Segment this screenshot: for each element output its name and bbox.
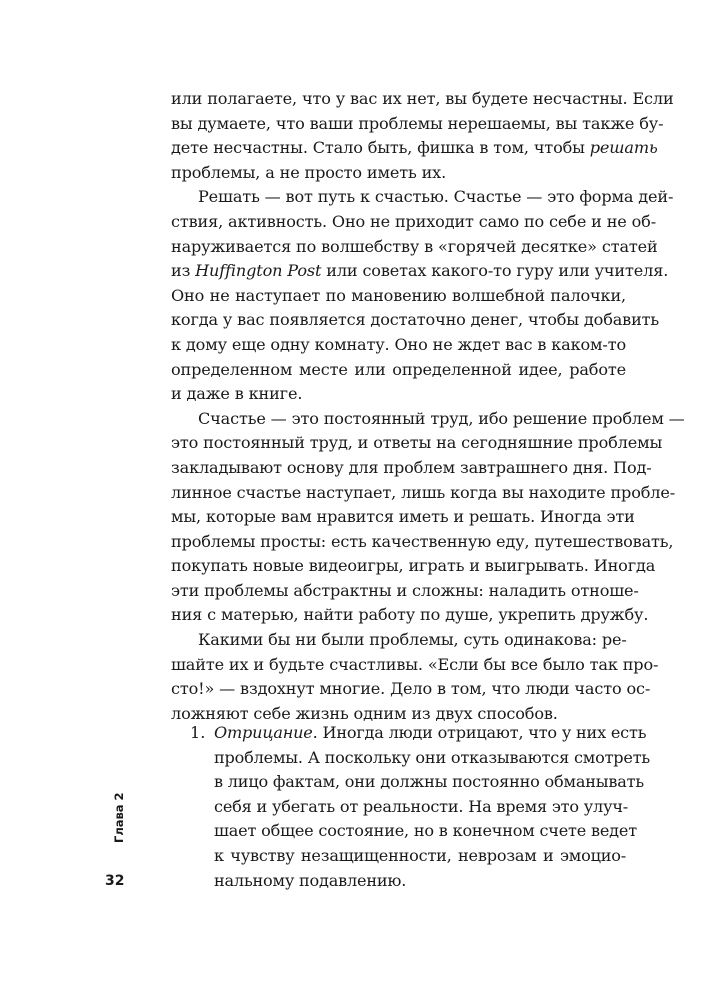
text-line: Оно не наступает по мановению волшебной палочки, (171, 285, 626, 305)
text-line: в лицо фактам, они должны постоянно обманывать (214, 772, 644, 792)
text-line: нальному подавлению. (214, 870, 407, 890)
text-line: мы, которые вам нравится иметь и решать. Иногда эти (171, 507, 635, 527)
text-line: это постоянный труд, и ответы на сегодняшние проблемы (171, 433, 663, 453)
text-line: ствия, активность. Оно не приходит само по себе и не об- (171, 211, 656, 231)
text-line: себя и убегать от реальности. На время это улуч- (214, 796, 629, 816)
text-line: проблемы. А поскольку они отказываются смотреть (214, 747, 650, 767)
text-line: шает общее состояние, но в конечном счете ведет (214, 821, 637, 841)
text-line: вы думаете, что ваши проблемы нерешаемы, вы также бу- (171, 113, 664, 133)
text-line: и даже в книге. (171, 384, 303, 404)
text-line: Отрицание. Иногда люди отрицают, что у них есть (214, 723, 647, 742)
text-line: Решать — вот путь к счастью. Счастье — это форма дей- (198, 187, 674, 207)
text-line: ложняют себе жизнь одним из двух способов. (171, 703, 558, 723)
emphasis-text: Huffington Post (195, 261, 322, 281)
list-number: 1. (190, 723, 206, 742)
chapter-label: Глава 2 (112, 792, 126, 843)
text-line: к чувству незащищенности, неврозам и эмоцио- (214, 845, 626, 865)
text-line: к дому еще одну комнату. Оно не ждет вас в каком-то (171, 334, 626, 354)
emphasis-text: Отрицание. (214, 723, 318, 742)
emphasis-text: решать (589, 138, 658, 158)
text-line: эти проблемы абстрактны и сложны: наладить отноше- (171, 580, 639, 600)
text-line: определенном месте или определенной идее, работе (171, 359, 626, 379)
text-line: проблемы, а не просто иметь их. (171, 162, 447, 182)
text-line: покупать новые видеоигры, играть и выигрывать. Иногда (171, 556, 656, 576)
text-line: наруживается по волшебству в «горячей десятке» статей (171, 236, 658, 256)
body-text (171, 87, 685, 726)
text-line: проблемы просты: есть качественную еду, путешествовать, (171, 531, 674, 551)
text-line: закладывают основу для проблем завтрашнего дня. Под- (171, 457, 652, 477)
text-line: сто!» — вздохнут многие. Дело в том, что люди часто ос- (171, 679, 651, 699)
text-line: линное счастье наступает, лишь когда вы находите пробле- (171, 482, 676, 502)
text-line: из Huffington Post или советах какого-то гуру или учителя. (171, 261, 669, 281)
text-line: или полагаете, что у вас их нет, вы будете несчастны. Если (171, 89, 674, 108)
list-item (214, 721, 650, 893)
text-line: ния с матерью, найти работу по душе, укрепить дружбу. (171, 605, 649, 625)
text-line: когда у вас появляется достаточно денег, чтобы добавить (171, 310, 660, 330)
text-line: дете несчастны. Стало быть, фишка в том, чтобы решать (171, 138, 658, 158)
text-line: Счастье — это постоянный труд, ибо решение проблем — (198, 408, 685, 428)
text-line: Какими бы ни были проблемы, суть одинакова: ре- (198, 630, 627, 650)
text-line: шайте их и будьте счастливы. «Если бы все было так про- (171, 654, 659, 674)
page-number: 32 (105, 873, 125, 889)
